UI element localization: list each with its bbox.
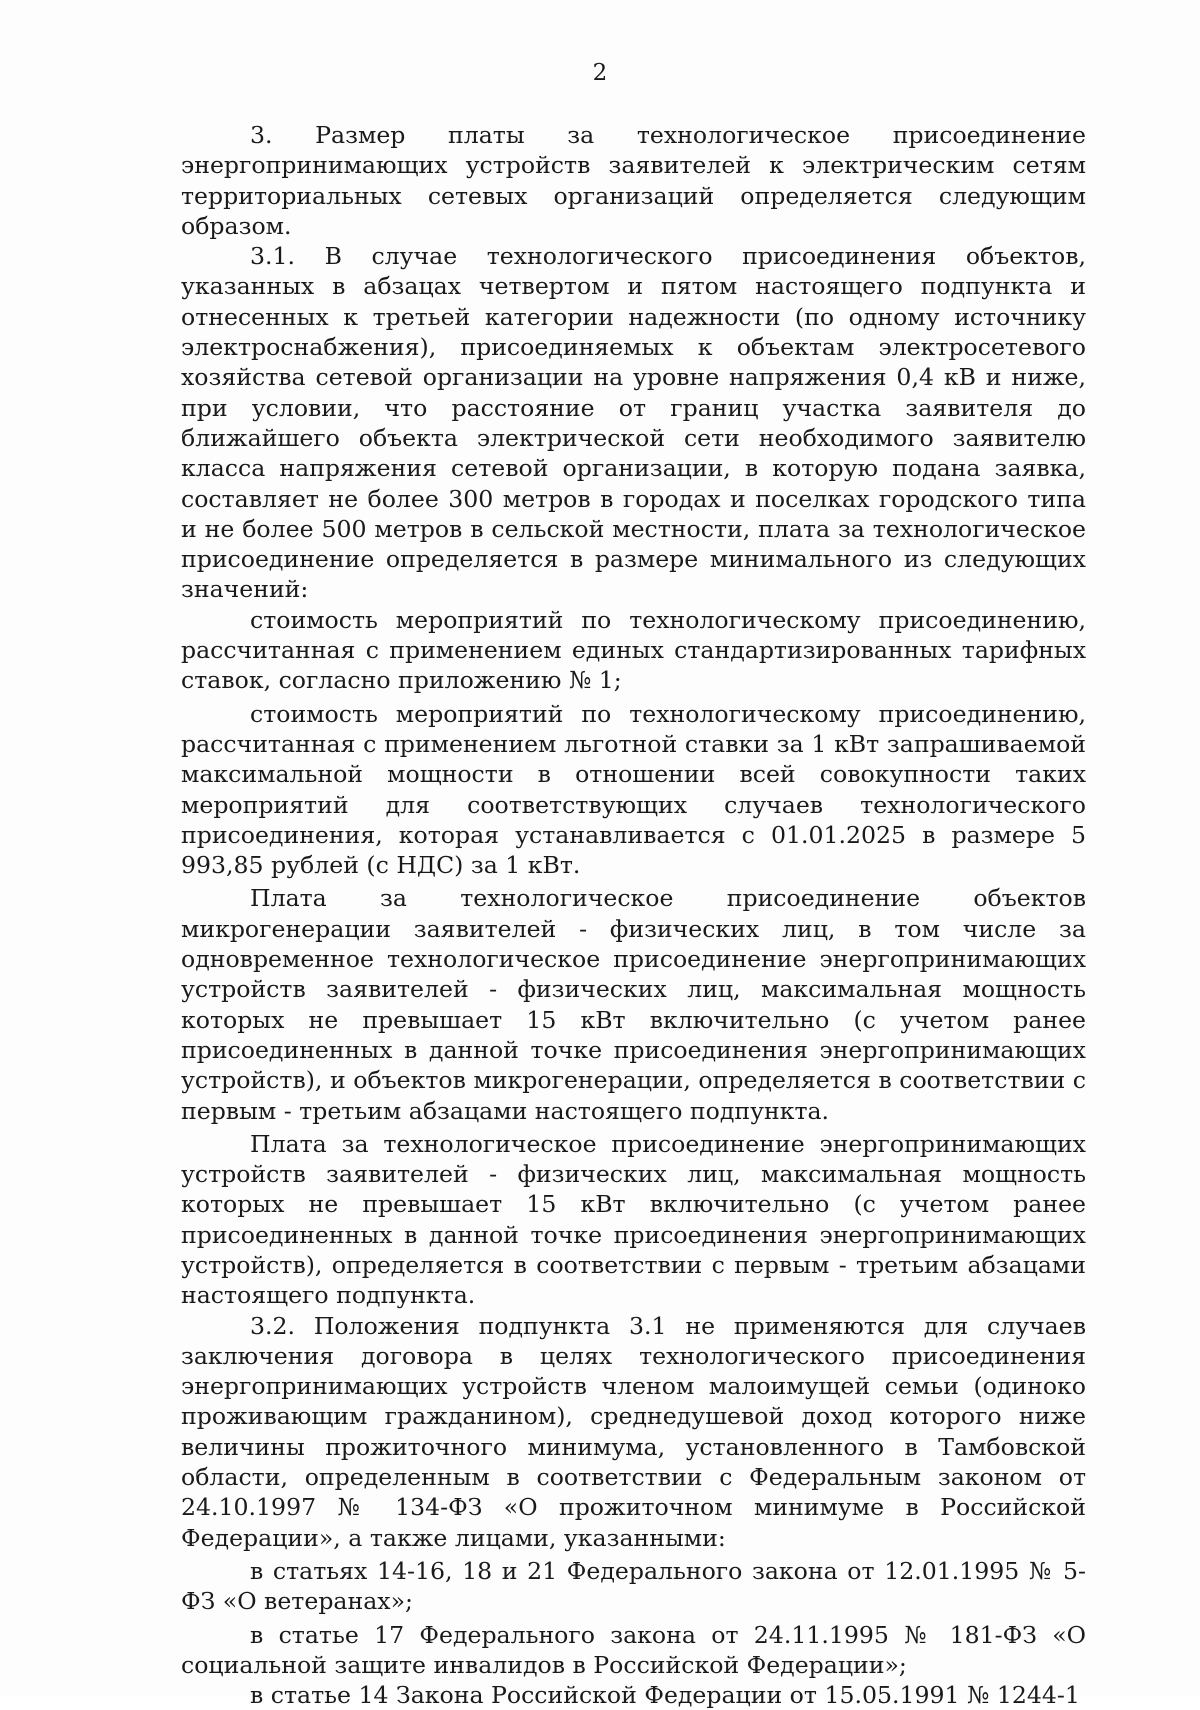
paragraph-3: 3. Размер платы за технологическое присоединение энергопринимающих устройств заявителей к электрическим сетям территориальных сетевых организаций определяется следующим образом. [181,121,1086,240]
paragraph-disabled-law: в статье 17 Федерального закона от 24.11.1995 № 181-ФЗ «О социальной защите инвалидов в Российской Федерации»; [181,1620,1086,1679]
paragraph-3-2: 3.2. Положения подпункта 3.1 не применяются для случаев заключения договора в целях технологического присоединения энергопринимающих устройств членом малоимущей семьи (одиноко проживающим гражданином), среднедушевой доход которого ниже величины прожиточного минимума, установленного в Тамбовской области, определенным в соответствии с Федеральным законом от 24.10.1997 № 134-ФЗ «О прожиточном минимуме в Российской Федерации», а также лицами, указанными: [181,1311,1086,1552]
paragraph-individuals-15kw: Плата за технологическое присоединение энергопринимающих устройств заявителей - физических лиц, максимальная мощность которых не превышает 15 кВт включительно (с учетом ранее присоединенных в данной точке присоединения энергопринимающих устройств), определяется в соответствии с первым - третьим абзацами настоящего подпункта. [181,1129,1086,1310]
paragraph-veterans-law: в статьях 14-16, 18 и 21 Федерального закона от 12.01.1995 № 5-ФЗ «О ветеранах»; [181,1556,1086,1616]
paragraph-microgeneration: Плата за технологическое присоединение объектов микрогенерации заявителей - физических лиц, в том числе за одновременное технологическое присоединение энергопринимающих устройств заявителей - физических лиц, максимальная мощность которых не превышает 15 кВт включительно (с учетом ранее присоединенных в данной точке присоединения энергопринимающих устройств), и объектов микрогенерации, определяется в соответствии с первым - третьим абзацами настоящего подпункта. [181,884,1086,1125]
document-body [181,120,1086,1710]
paragraph-3-1: 3.1. В случае технологического присоединения объектов, указанных в абзацах четвертом и пятом настоящего подпункта и отнесенных к третьей категории надежности (по одному источнику электроснабжения), присоединяемых к объектам электросетевого хозяйства сетевой организации на уровне напряжения 0,4 кВ и ниже, при условии, что расстояние от границ участка заявителя до ближайшего объекта электрической сети необходимого заявителю класса напряжения сетевой организации, в которую подана заявка, составляет не более 300 метров в городах и поселках городского типа и не более 500 метров в сельской местности, плата за технологическое присоединение определяется в размере минимального из следующих значений: [181,242,1086,604]
page-number: 2 [592,60,608,86]
paragraph-option-preferential-rate: стоимость мероприятий по технологическому присоединению, рассчитанная с применением льготной ставки за 1 кВт запрашиваемой максимальной мощности в отношении всей совокупности таких мероприятий для соответствующих случаев технологического присоединения, которая устанавливается с 01.01.2025 в размере 5 993,85 рублей (с НДС) за 1 кВт. [181,699,1086,880]
paragraph-law-1244-1: в статье 14 Закона Российской Федерации от 15.05.1991 № 1244-1 [250,1681,1080,1710]
paragraph-option-standard-rates: стоимость мероприятий по технологическому присоединению, рассчитанная с применением единых стандартизированных тарифных ставок, согласно приложению № 1; [181,605,1086,695]
